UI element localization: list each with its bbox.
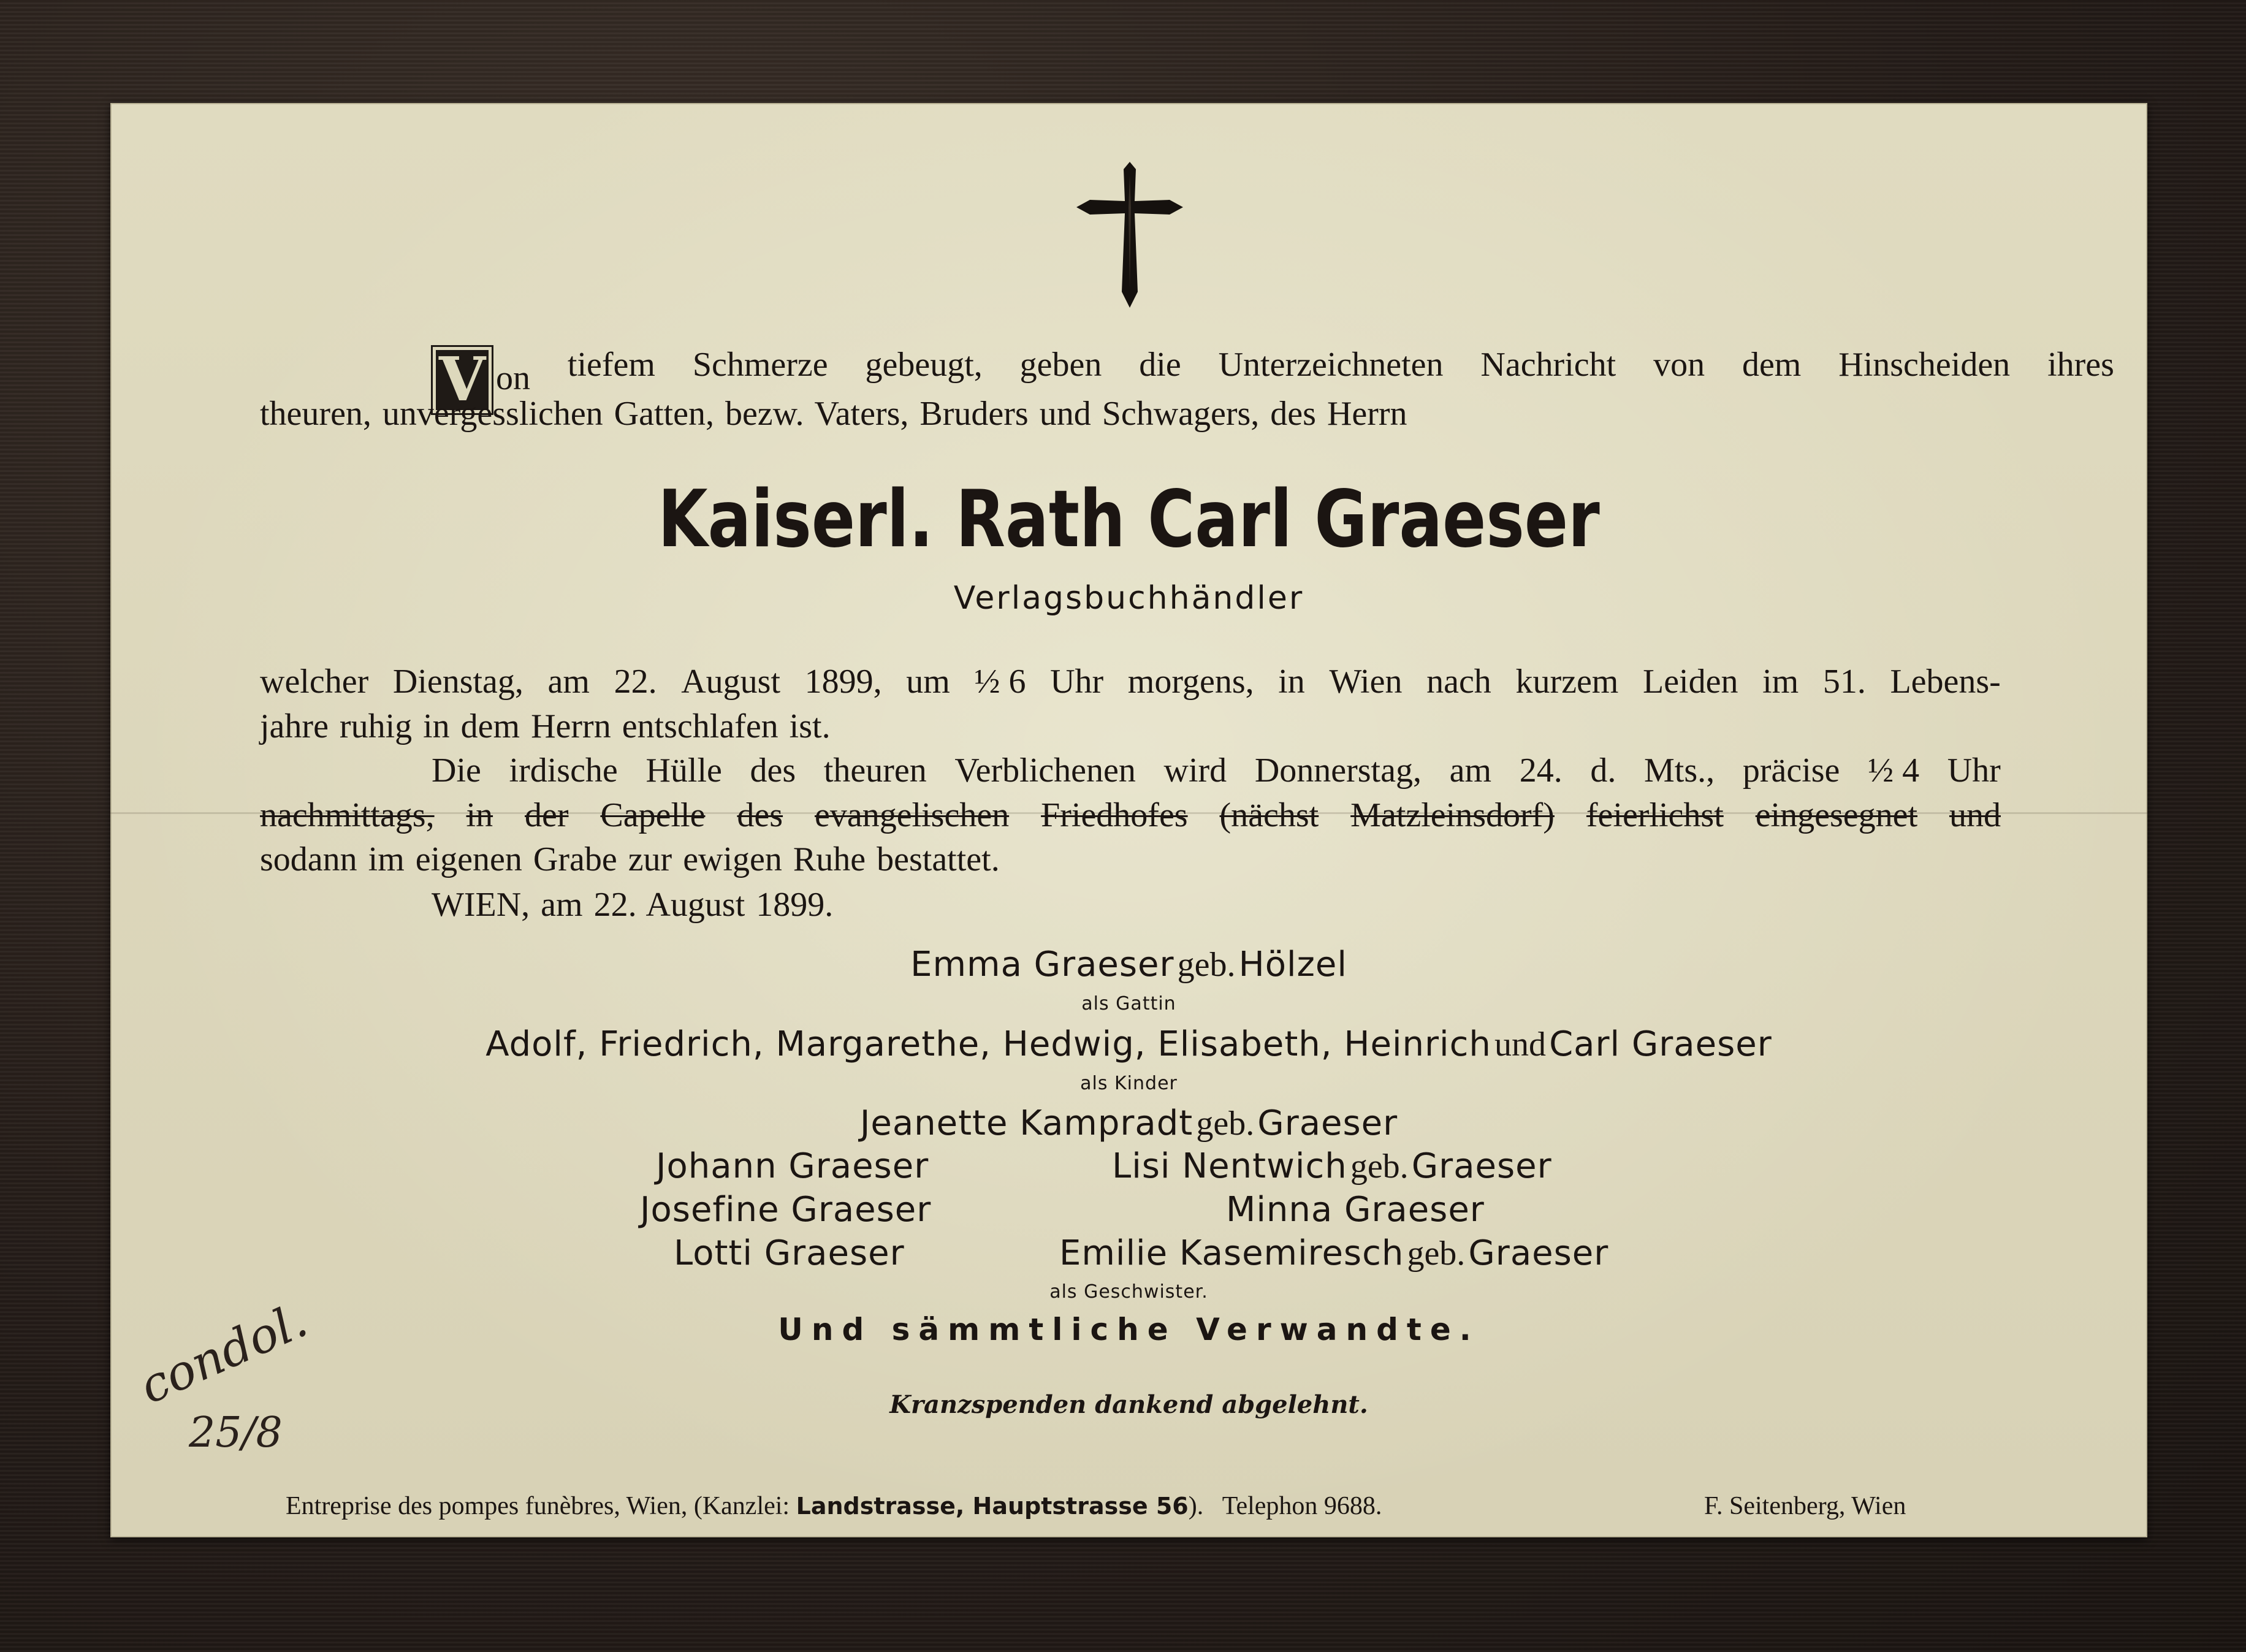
announcement-word: nachmittags, [260, 796, 435, 834]
announcement-word: 22. [614, 663, 657, 701]
sibling-emilie [1059, 1233, 1608, 1273]
announcement-word: in [1278, 663, 1305, 701]
announcement-word: Lebens- [1890, 663, 2001, 701]
intro-word: Hinscheiden [1838, 346, 2011, 384]
announcement-word: August [681, 663, 780, 701]
announcement-word: irdische [509, 752, 618, 790]
sibling-lisi [1112, 1146, 1552, 1186]
intro-word: ihres [2047, 346, 2114, 384]
announcement-word: Uhr [1050, 663, 1104, 701]
announcement-word: Capelle [600, 796, 706, 834]
announcement-word: nach [1426, 663, 1491, 701]
announcement-word: ½ 6 [974, 663, 1026, 701]
announcement-word: d. [1590, 752, 1616, 790]
handwritten-condol: condol. [132, 1293, 316, 1415]
announcement-word: im [1762, 663, 1799, 701]
intro-word: Schmerze [692, 346, 828, 384]
intro-word: die [1139, 346, 1181, 384]
announcement-word: feierlichst [1586, 796, 1724, 834]
intro-word: Nachricht [1480, 346, 1616, 384]
announcement-word: Mts., [1644, 752, 1715, 790]
sibling-johann: Johann Graeser [656, 1146, 929, 1186]
announcement-word: um [906, 663, 950, 701]
sibling-name: Emilie Kasemiresch [1059, 1233, 1404, 1273]
announcement-word: morgens, [1127, 663, 1254, 701]
announcement-word: in [466, 796, 493, 834]
announcement-word: Verblichenen [954, 752, 1136, 790]
announcement-word: wird [1163, 752, 1227, 790]
announcement-word: welcher [260, 663, 369, 701]
children-und: und [1494, 1026, 1546, 1064]
announcement-word: Die [432, 752, 481, 790]
footer-company-text: Entreprise des pompes funèbres, Wien, (Kanzlei: [286, 1492, 790, 1520]
wife-maiden-name: Hölzel [1238, 945, 1347, 984]
announcement-line-5: sodann im eigenen Grabe zur ewigen Ruhe bestattet. [260, 840, 1000, 878]
announcement-word: Matzleinsdorf) [1350, 796, 1555, 834]
decorated-initial: V [431, 345, 493, 415]
announcement-line-2: jahre ruhig in dem Herrn entschlafen ist. [260, 707, 831, 745]
intro-word: dem [1742, 346, 1802, 384]
announcement-word: 51. [1822, 663, 1866, 701]
announcement-word: evangelischen [814, 796, 1010, 834]
announcement-word: eingesegnet [1755, 796, 1918, 834]
announcement-word: theuren [823, 752, 927, 790]
intro-first-word: V on [431, 345, 530, 415]
wife-line [110, 945, 2147, 984]
intro-word: gebeugt, [865, 346, 983, 384]
announcement-line-3 [432, 751, 2001, 790]
announcement-word: am [1449, 752, 1492, 790]
announcement-word: des [750, 752, 796, 790]
obituary-card [110, 103, 2147, 1537]
place-date: WIEN, am 22. August 1899. [432, 886, 834, 924]
wife-geb: geb. [1177, 946, 1236, 984]
announcement-word: 24. [1519, 752, 1563, 790]
sibling-geb: geb. [1407, 1235, 1466, 1273]
footer-close: ). [1188, 1492, 1204, 1520]
intro-word: von [1653, 346, 1705, 384]
announcement-word: ½ 4 [1868, 752, 1920, 790]
sibling-name: Jeanette Kampradt [859, 1103, 1193, 1143]
announcement-word: Leiden [1642, 663, 1738, 701]
announcement-word: Hülle [645, 752, 722, 790]
children-role: als Kinder [1080, 1073, 1178, 1094]
announcement-line-1 [260, 662, 2001, 701]
children-names: Adolf, Friedrich, Margarethe, Hedwig, Elisabeth, Heinrich [485, 1024, 1491, 1064]
children-line [110, 1024, 2147, 1064]
relatives-line: Und sämmtliche Verwandte. [778, 1312, 1480, 1347]
intro-line-2: theuren, unvergesslichen Gatten, bezw. Vaters, Bruders und Schwagers, des Herrn [260, 395, 1407, 433]
sibling-name: Lisi Nentwich [1112, 1146, 1347, 1186]
announcement-word: Friedhofes [1041, 796, 1188, 834]
announcement-word: Uhr [1947, 752, 2001, 790]
announcement-word: Wien [1329, 663, 1403, 701]
intro-word: Unterzeichneten [1218, 346, 1444, 384]
footer-telephone: Telephon 9688. [1222, 1492, 1382, 1520]
announcement-line-4 [260, 796, 2001, 835]
wreath-note: Kranzspenden dankend abgelehnt. [889, 1390, 1368, 1419]
announcement-word: kurzem [1515, 663, 1619, 701]
wife-name: Emma Graeser [910, 945, 1174, 984]
handwritten-date: 25/8 [189, 1409, 283, 1457]
children-surname: Carl Graeser [1549, 1024, 1772, 1064]
announcement-word: am [547, 663, 590, 701]
footer-printer: F. Seitenberg, Wien [1704, 1492, 1906, 1520]
footer-address: Landstrasse, Hauptstrasse 56 [796, 1493, 1189, 1520]
announcement-word: (nächst [1219, 796, 1319, 834]
announcement-word: des [737, 796, 783, 834]
sibling-maiden-name: Graeser [1257, 1103, 1398, 1143]
sibling-maiden-name: Graeser [1411, 1146, 1552, 1186]
sibling-minna: Minna Graeser [1226, 1190, 1485, 1230]
wife-role: als Gattin [1081, 993, 1176, 1014]
footer-company [286, 1491, 1382, 1521]
intro-word: tiefem [567, 346, 655, 384]
siblings-role: als Geschwister. [1049, 1281, 1208, 1303]
cross-icon [1072, 158, 1188, 311]
sibling-maiden-name: Graeser [1468, 1233, 1609, 1273]
deceased-name-wrap [110, 474, 2147, 565]
announcement-word: Dienstag, [392, 663, 523, 701]
sibling-line-1 [110, 1103, 2147, 1143]
sibling-geb: geb. [1350, 1148, 1409, 1186]
announcement-word: Donnerstag, [1254, 752, 1422, 790]
announcement-word: der [525, 796, 569, 834]
deceased-name: Kaiserl. Rath Carl Graeser [658, 474, 1600, 565]
sibling-josefine: Josefine Graeser [640, 1190, 932, 1230]
sibling-lotti: Lotti Graeser [674, 1233, 905, 1273]
intro-word: geben [1019, 346, 1102, 384]
announcement-word: 1899, [804, 663, 882, 701]
announcement-word: präcise [1742, 752, 1840, 790]
deceased-profession: Verlagsbuchhändler [953, 580, 1304, 617]
announcement-word: und [1949, 796, 2001, 834]
sibling-geb: geb. [1196, 1105, 1255, 1143]
